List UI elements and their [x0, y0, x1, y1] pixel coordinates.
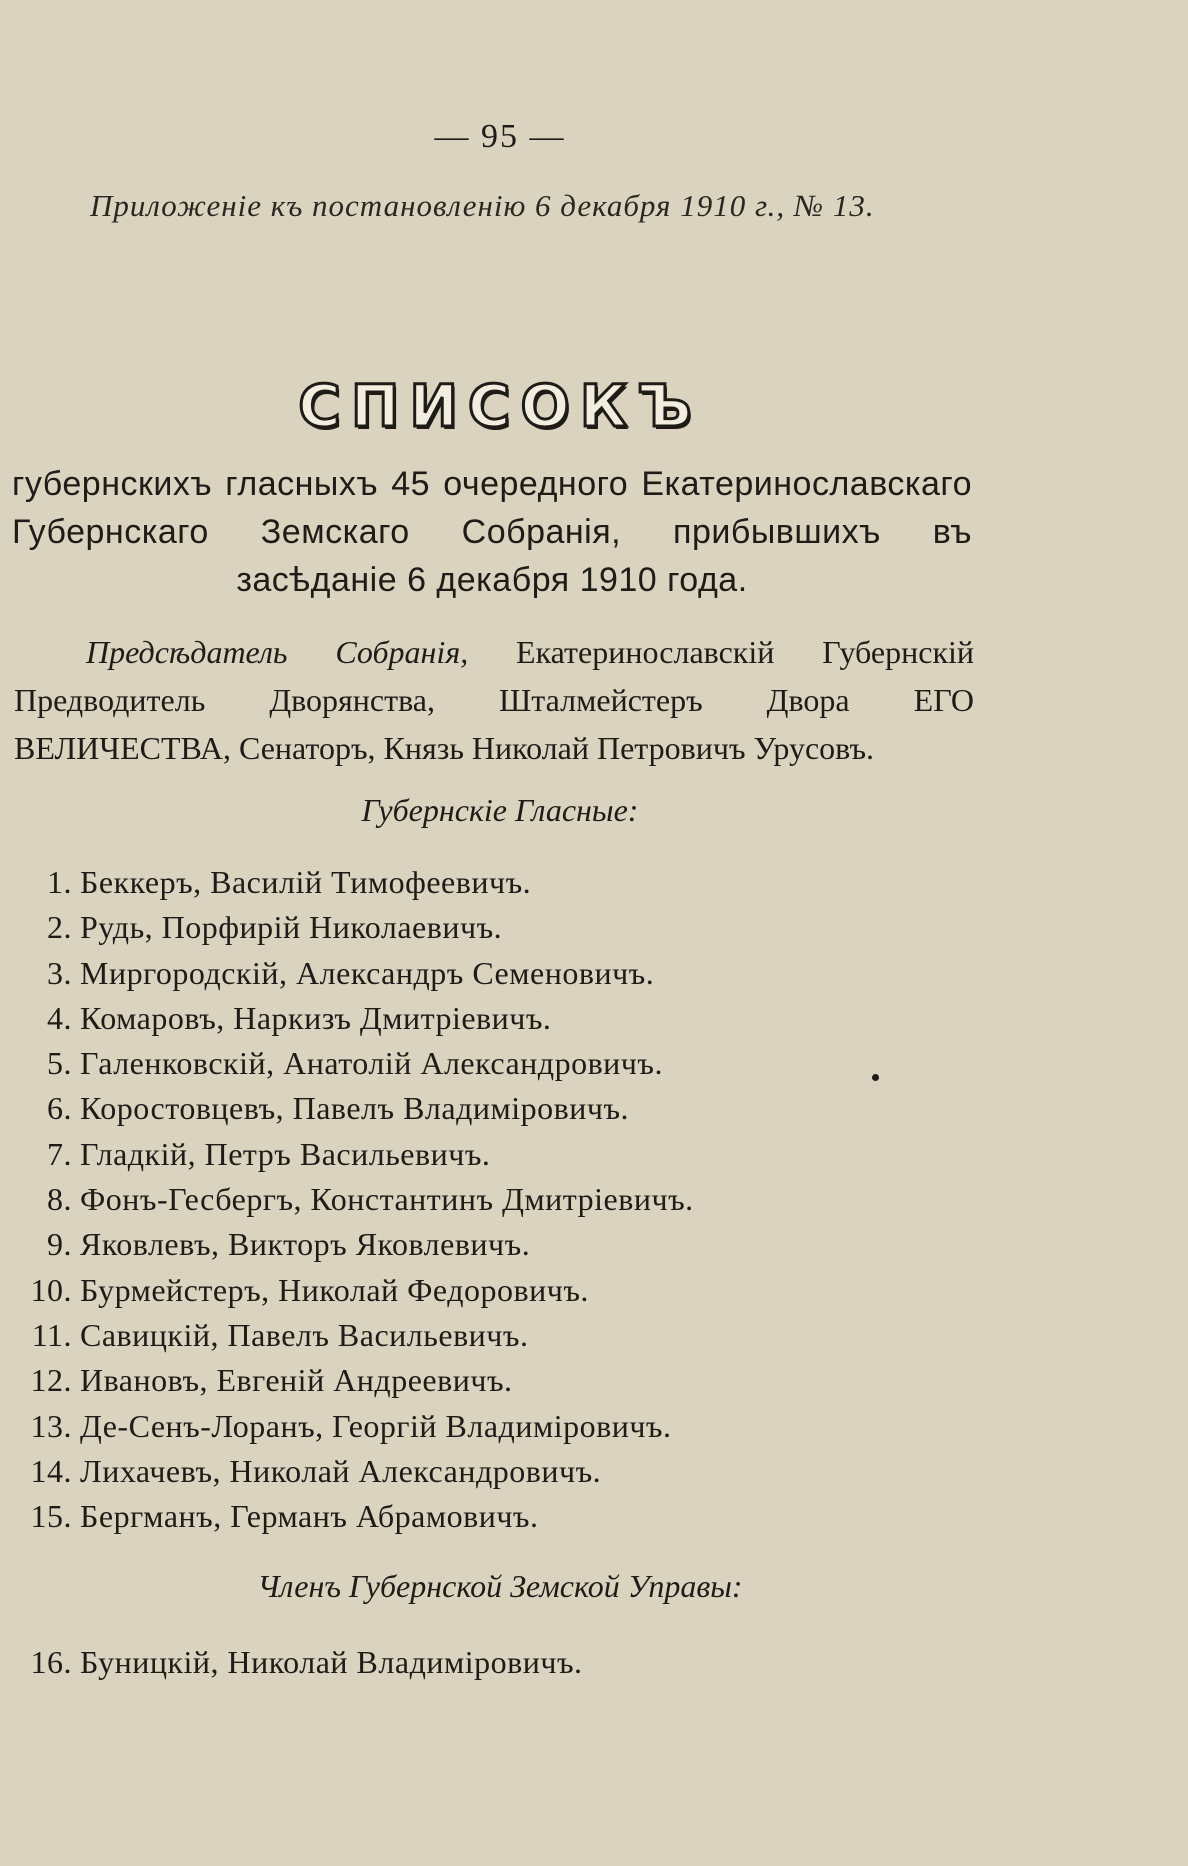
item-number: 7.: [47, 1135, 72, 1172]
item-number: 4.: [47, 999, 72, 1036]
chairman-paragraph: [14, 628, 974, 772]
item-name: Де-Сенъ-Лоранъ, Георгій Владиміровичъ.: [80, 1407, 672, 1444]
appendix-note: Приложеніе къ постановленію 6 декабря 1910 г., № 13.: [90, 188, 875, 223]
item-number: 3.: [47, 954, 72, 991]
item-number: 15.: [30, 1498, 72, 1535]
item-name: Коростовцевъ, Павелъ Владиміровичъ.: [80, 1090, 629, 1127]
list-item: [6, 1222, 906, 1267]
page-number: — 95 —: [434, 118, 566, 155]
list-item: [6, 1268, 906, 1313]
item-name: Комаровъ, Наркизъ Дмитріевичъ.: [80, 999, 552, 1036]
item-number: 5.: [47, 1045, 72, 1082]
chairman-role: Предсѣдатель Собранія,: [86, 634, 469, 670]
item-number: 9.: [47, 1226, 72, 1263]
item-name: Рудь, Порфирій Николаевичъ.: [80, 909, 503, 946]
item-name: Фонъ-Гесбергъ, Константинъ Дмитріевичъ.: [80, 1181, 694, 1218]
item-name: Гладкій, Петръ Васильевичъ.: [80, 1135, 491, 1172]
item-name: Ивановъ, Евгеній Андреевичъ.: [80, 1362, 513, 1399]
list-item: [6, 905, 906, 950]
ink-dot: [872, 1074, 879, 1081]
item-number: 11.: [31, 1316, 72, 1353]
item-number: 16.: [30, 1644, 72, 1680]
list-item: [6, 1177, 906, 1222]
list-item: [6, 951, 906, 996]
uprava-list: [6, 1640, 906, 1685]
item-number: 12.: [30, 1362, 72, 1399]
list-item: [6, 996, 906, 1041]
list-item: [6, 860, 906, 905]
section-heading-uprava: Членъ Губернской Земской Управы:: [257, 1568, 743, 1604]
item-name: Бергманъ, Германъ Абрамовичъ.: [80, 1498, 539, 1535]
list-item: [6, 1313, 906, 1358]
section-heading-glasnye: Губернскіе Гласные:: [361, 792, 639, 828]
item-number: 6.: [47, 1090, 72, 1127]
list-item: [6, 1494, 906, 1539]
list-item: [6, 1086, 906, 1131]
list-item: [6, 1640, 906, 1685]
glasnye-list: [6, 860, 906, 1539]
item-number: 2.: [47, 909, 72, 946]
list-item: [6, 1132, 906, 1177]
list-item: [6, 1449, 906, 1494]
chairman-text: Екатеринославскій Губернскій Предводитель Дворянства, Шталмейстеръ Двора ЕГО ВЕЛИЧЕСТВА, Сенаторъ, Князь Николай Петровичъ Урусовъ.: [14, 634, 975, 766]
document-title: СПИСОКЪ: [298, 372, 702, 440]
list-item: [6, 1404, 906, 1449]
item-number: 13.: [30, 1407, 72, 1444]
item-number: 8.: [47, 1181, 72, 1218]
item-number: 10.: [30, 1271, 72, 1308]
item-name: Миргородскій, Александръ Семеновичъ.: [80, 954, 655, 991]
item-name: Лихачевъ, Николай Александровичъ.: [80, 1452, 602, 1489]
item-name: Савицкій, Павелъ Васильевичъ.: [80, 1316, 529, 1353]
list-item: [6, 1358, 906, 1403]
item-name: Бурмейстеръ, Николай Федоровичъ.: [80, 1271, 589, 1308]
list-item: [6, 1041, 906, 1086]
item-name: Буницкій, Николай Владиміровичъ.: [80, 1644, 583, 1680]
document-subtitle: губернскихъ гласныхъ 45 очередного Екатеринославскаго Губернскаго Земскаго Собранія, прибывшихъ въ засѣданіе 6 декабря 1910 года.: [12, 465, 972, 599]
item-number: 1.: [47, 864, 72, 900]
item-name: Яковлевъ, Викторъ Яковлевичъ.: [80, 1226, 531, 1263]
item-name: Галенковскій, Анатолій Александровичъ.: [80, 1045, 663, 1082]
item-name: Беккеръ, Василій Тимофеевичъ.: [80, 864, 532, 900]
item-number: 14.: [30, 1452, 72, 1489]
